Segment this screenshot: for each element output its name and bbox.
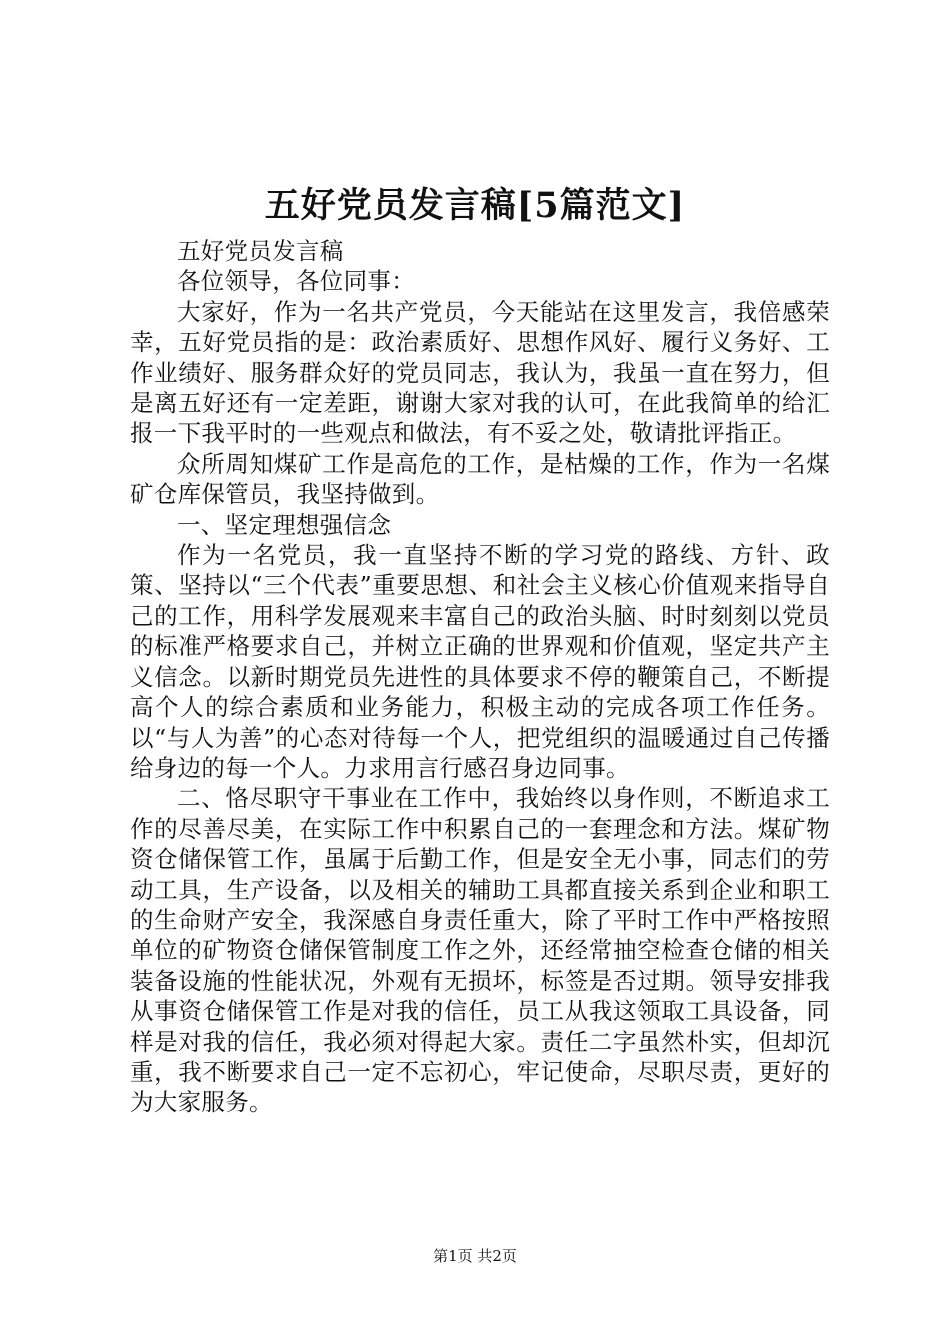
paragraph-salutation: 各位领导，各位同事： [177, 267, 415, 296]
document-title: 五好党员发言稿[5篇范文] [264, 185, 686, 226]
paragraph-intro: 大家好，作为一名共产党员，今天能站在这里发言，我倍感荣幸，五好党员指的是：政治素质好、思想作风好、履行义务好、工作业绩好、服务群众好的党员同志，我认为，我虽一直在努力，但是离五好还有一定差距，谢谢大家对我的认可，在此我简单的给汇报一下我平时的一些观点和做法，有不妥之处，敬请批评指正。 [130, 297, 830, 448]
section-heading-1: 一、坚定理想强信念 [177, 510, 392, 539]
document-body [130, 236, 830, 1118]
page-footer: 第1页 共2页 [433, 1247, 517, 1265]
paragraph-section-2: 二、恪尽职守干事业在工作中，我始终以身作则，不断追求工作的尽善尽美，在实际工作中积累自己的一套理念和方法。煤矿物资仓储保管工作，虽属于后勤工作，但是安全无小事，同志们的劳动工具，生产设备，以及相关的辅助工具都直接关系到企业和职工的生命财产安全，我深感自身责任重大，除了平时工作中严格按照单位的矿物资仓储保管制度工作之外，还经常抽空检查仓储的相关装备设施的性能状况，外观有无损坏，标签是否过期。领导安排我从事资仓储保管工作是对我的信任，员工从我这领取工具设备，同样是对我的信任，我必须对得起大家。责任二字虽然朴实，但却沉重，我不断要求自己一定不忘初心，牢记使命，尽职尽责，更好的为大家服务。 [130, 784, 830, 1117]
paragraph-section-1: 作为一名党员，我一直坚持不断的学习党的路线、方针、政策、坚持以“三个代表”重要思想、和社会主义核心价值观来指导自己的工作，用科学发展观来丰富自己的政治头脑、时时刻刻以党员的标准严格要求自己，并树立正确的世界观和价值观，坚定共产主义信念。以新时期党员先进性的具体要求不停的鞭策自己，不断提高个人的综合素质和业务能力，积极主动的完成各项工作任务。以“与人为善”的心态对待每一个人，把党组织的温暖通过自己传播给身边的每一个人。力求用言行感召身边同事。 [130, 541, 830, 782]
paragraph-context: 众所周知煤矿工作是高危的工作，是枯燥的工作，作为一名煤矿仓库保管员，我坚持做到。 [130, 449, 830, 509]
paragraph-heading: 五好党员发言稿 [177, 237, 344, 265]
